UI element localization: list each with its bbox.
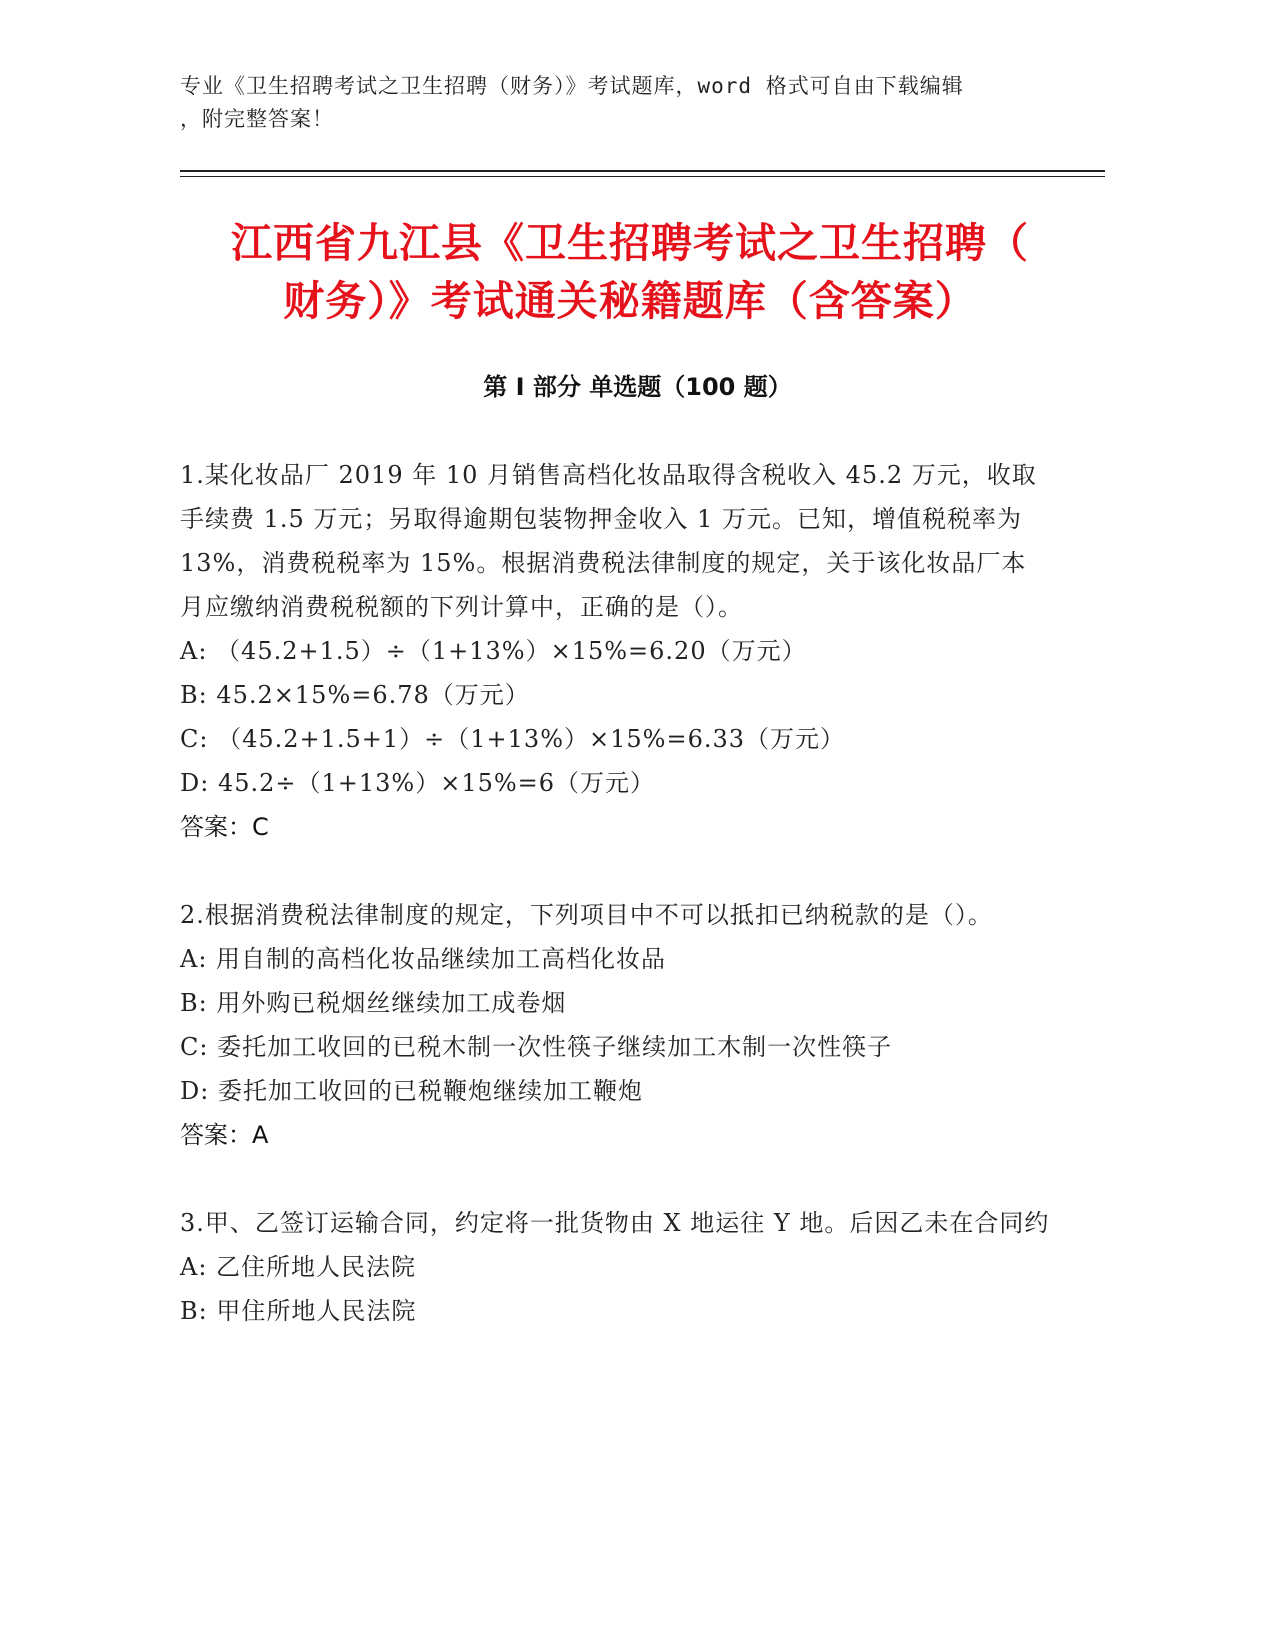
question-3 bbox=[180, 1201, 1050, 1333]
question-stem: 1.某化妆品厂 2019 年 10 月销售高档化妆品取得含税收入 45.2 万元，收取手续费 1.5 万元；另取得逾期包装物押金收入 1 万元。已知，增值税税率为 13%，消费税税率为 15%。根据消费税法律制度的规定，关于该化妆品厂本月应缴纳消费税税额的下列计算中，正确的是（）。 bbox=[180, 461, 1037, 621]
question-stem: 2.根据消费税法律制度的规定，下列项目中不可以抵扣已纳税款的是（）。 bbox=[180, 901, 993, 929]
question-2 bbox=[180, 893, 1050, 1157]
option-d: D: 45.2÷（1+13%）×15%=6（万元） bbox=[180, 769, 656, 797]
answer-label: 答案：A bbox=[180, 1121, 269, 1149]
option-b: B: 用外购已税烟丝继续加工成卷烟 bbox=[180, 989, 567, 1017]
document-title bbox=[160, 214, 1100, 330]
header-note-line-1: 专业《卫生招聘考试之卫生招聘（财务）》考试题库，word 格式可自由下载编辑 bbox=[180, 74, 964, 98]
option-d: D: 委托加工收回的已税鞭炮继续加工鞭炮 bbox=[180, 1077, 643, 1105]
question-stem: 3.甲、乙签订运输合同，约定将一批货物由 X 地运往 Y 地。后因乙未在合同约 bbox=[180, 1209, 1050, 1237]
option-b: B: 甲住所地人民法院 bbox=[180, 1297, 417, 1325]
option-c: C: 委托加工收回的已税木制一次性筷子继续加工木制一次性筷子 bbox=[180, 1033, 893, 1061]
option-c: C: （45.2+1.5+1）÷（1+13%）×15%=6.33（万元） bbox=[180, 725, 846, 753]
option-b: B: 45.2×15%=6.78（万元） bbox=[180, 681, 530, 709]
answer-label: 答案：C bbox=[180, 813, 269, 841]
header-rule-thick bbox=[180, 170, 1105, 172]
document-title-line-1: 江西省九江县《卫生招聘考试之卫生招聘（ bbox=[231, 219, 1029, 267]
header-note-line-2: ，附完整答案！ bbox=[180, 107, 334, 131]
header-note bbox=[180, 70, 1040, 136]
document-title-line-2: 财务）》考试通关秘籍题库（含答案） bbox=[283, 277, 977, 325]
question-1 bbox=[180, 453, 1050, 849]
header-rule-thin bbox=[180, 176, 1105, 177]
section-heading: 第 I 部分 单选题（100 题） bbox=[483, 373, 792, 401]
option-a: A: （45.2+1.5）÷（1+13%）×15%=6.20（万元） bbox=[180, 637, 807, 665]
question-list bbox=[180, 453, 1050, 1377]
option-a: A: 乙住所地人民法院 bbox=[180, 1253, 417, 1281]
option-a: A: 用自制的高档化妆品继续加工高档化妆品 bbox=[180, 945, 667, 973]
